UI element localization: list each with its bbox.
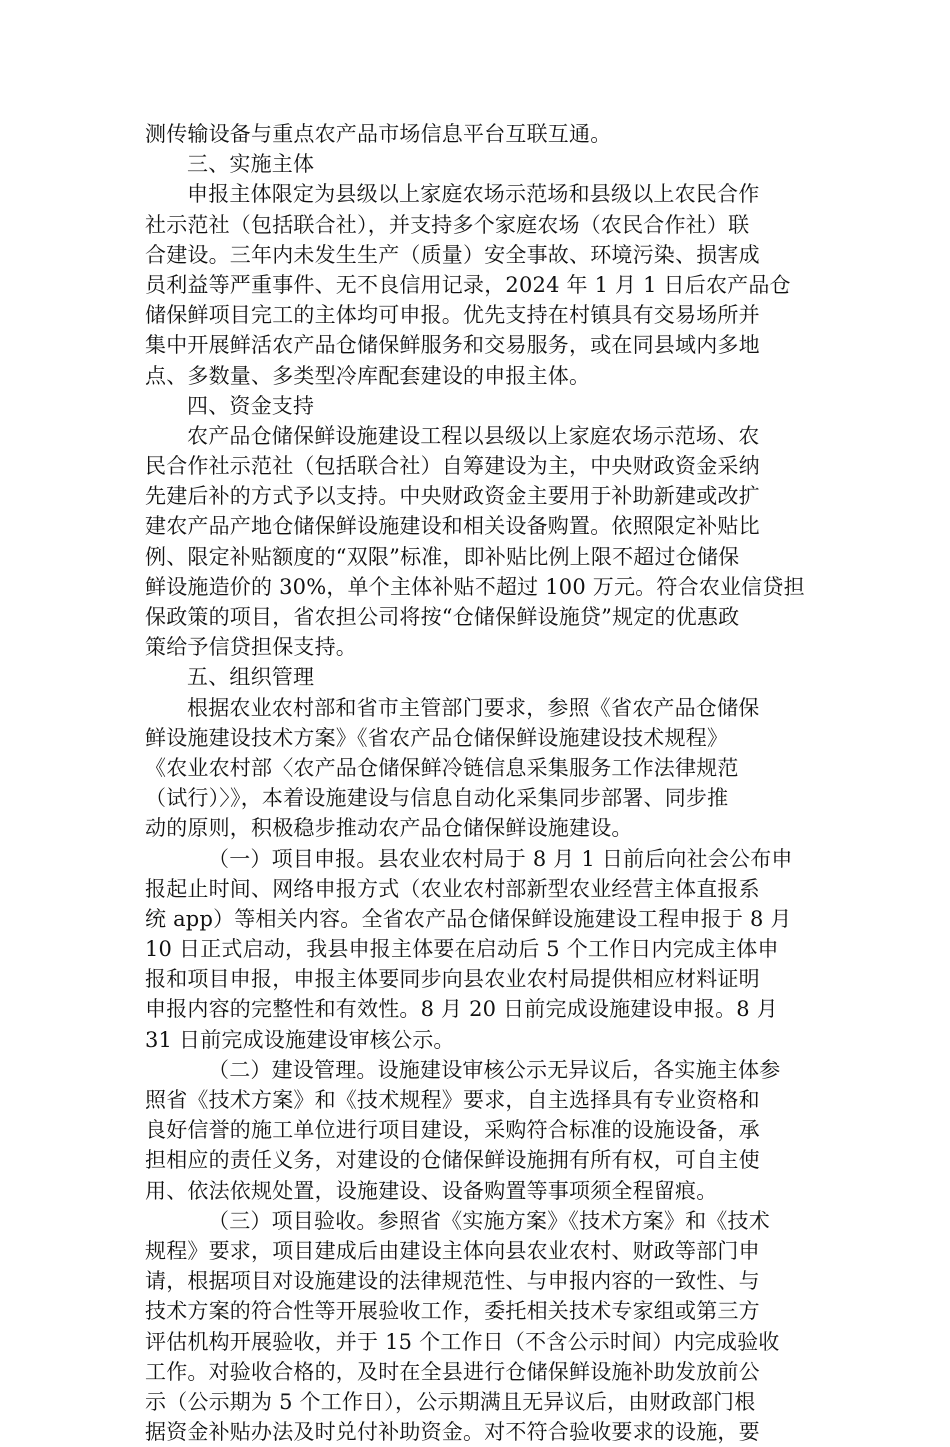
text-line: 农产品仓储保鲜设施建设工程以县级以上家庭农场示范场、农 (187, 423, 760, 448)
text-line: 集中开展鲜活农产品仓储保鲜服务和交易服务，或在同县域内多地 (145, 333, 760, 358)
text-line: 五、组织管理 (187, 665, 315, 690)
text-line: 请，根据项目对设施建设的法律规范性、与申报内容的一致性、与 (145, 1269, 760, 1294)
text-line: 鲜设施造价的 30%，单个主体补贴不超过 100 万元。符合农业信贷担 (145, 574, 805, 599)
text-line: 例、限定补贴额度的“双限”标准，即补贴比例上限不超过仓储保 (145, 544, 740, 569)
text-line: 民合作社示范社（包括联合社）自筹建设为主，中央财政资金采纳 (145, 454, 760, 479)
text-line: 鲜设施建设技术方案》《省农产品仓储保鲜设施建设技术规程》 (145, 725, 729, 750)
text-line: 评估机构开展验收，并于 15 个工作日（不含公示时间）内完成验收 (145, 1329, 780, 1354)
text-line: 据资金补贴办法及时兑付补助资金。对不符合验收要求的设施，要 (145, 1420, 760, 1445)
document-body (145, 119, 810, 1447)
text-line: 动的原则，积极稳步推动农产品仓储保鲜设施建设。 (145, 816, 633, 841)
text-line: 申报内容的完整性和有效性。8 月 20 日前完成设施建设申报。8 月 (145, 997, 778, 1022)
text-line: 照省《技术方案》和《技术规程》要求，自主选择具有专业资格和 (145, 1088, 760, 1112)
text-line: 先建后补的方式予以支持。中央财政资金主要用于补助新建或改扩 (145, 484, 760, 509)
text-line: 四、资金支持 (187, 393, 315, 418)
text-line: （二）建设管理。设施建设审核公示无异议后，各实施主体参 (208, 1057, 781, 1082)
text-line: 担相应的责任义务，对建设的仓储保鲜设施拥有所有权，可自主使 (145, 1148, 760, 1173)
text-line: 点、多数量、多类型冷库配套建设的申报主体。 (145, 363, 591, 388)
text-line: 良好信誉的施工单位进行项目建设，采购符合标准的设施设备，承 (145, 1118, 760, 1143)
text-line: 用、依法依规处置，设施建设、设备购置等事项须全程留痕。 (145, 1178, 718, 1203)
text-line: （试行）〉》，本着设施建设与信息自动化采集同步部署、同步推 (145, 786, 729, 811)
text-line: 报和项目申报，申报主体要同步向县农业农村局提供相应材料证明 (145, 967, 760, 992)
text-line: 合建设。三年内未发生生产（质量）安全事故、环境污染、损害成 (145, 242, 760, 267)
text-line: 保政策的项目，省农担公司将按“仓储保鲜设施贷”规定的优惠政 (145, 605, 740, 629)
text-line: 测传输设备与重点农产品市场信息平台互联互通。 (145, 122, 612, 146)
text-line: 三、实施主体 (187, 152, 315, 177)
text-line: 技术方案的符合性等开展验收工作，委托相关技术专家组或第三方 (145, 1299, 760, 1324)
text-line: 员利益等严重事件、无不良信用记录，2024 年 1 月 1 日后农产品仓 (145, 272, 791, 297)
text-line: 10 日正式启动，我县申报主体要在启动后 5 个工作日内完成主体申 (145, 937, 779, 962)
text-line: 31 日前完成设施建设审核公示。 (145, 1027, 455, 1052)
text-line: 《农业农村部〈农产品仓储保鲜冷链信息采集服务工作法律规范 (145, 755, 739, 780)
text-line: 报起止时间、网络申报方式（农业农村部新型农业经营主体直报系 (145, 876, 760, 901)
text-line: 储保鲜项目完工的主体均可申报。优先支持在村镇具有交易场所并 (145, 303, 760, 328)
text-line: 规程》要求，项目建成后由建设主体向县农业农村、财政等部门申 (145, 1238, 760, 1263)
text-line: 策给予信贷担保支持。 (145, 635, 357, 660)
text-line: 建农产品产地仓储保鲜设施建设和相关设备购置。依照限定补贴比 (145, 514, 760, 539)
text-line: 社示范社（包括联合社），并支持多个家庭农场（农民合作社）联 (145, 212, 750, 237)
text-line: 根据农业农村部和省市主管部门要求，参照《省农产品仓储保 (187, 695, 760, 720)
text-line: 工作。对验收合格的，及时在全县进行仓储保鲜设施补助发放前公 (145, 1359, 760, 1384)
text-line: 申报主体限定为县级以上家庭农场示范场和县级以上农民合作 (187, 182, 760, 207)
text-line: （三）项目验收。参照省《实施方案》《技术方案》和《技术 (208, 1208, 770, 1233)
text-line: 统 app）等相关内容。全省农产品仓储保鲜设施建设工程申报于 8 月 (145, 906, 792, 931)
text-line: 示（公示期为 5 个工作日），公示期满且无异议后，由财政部门根 (145, 1389, 756, 1414)
text-line: （一）项目申报。县农业农村局于 8 月 1 日前后向社会公布申 (208, 846, 793, 871)
